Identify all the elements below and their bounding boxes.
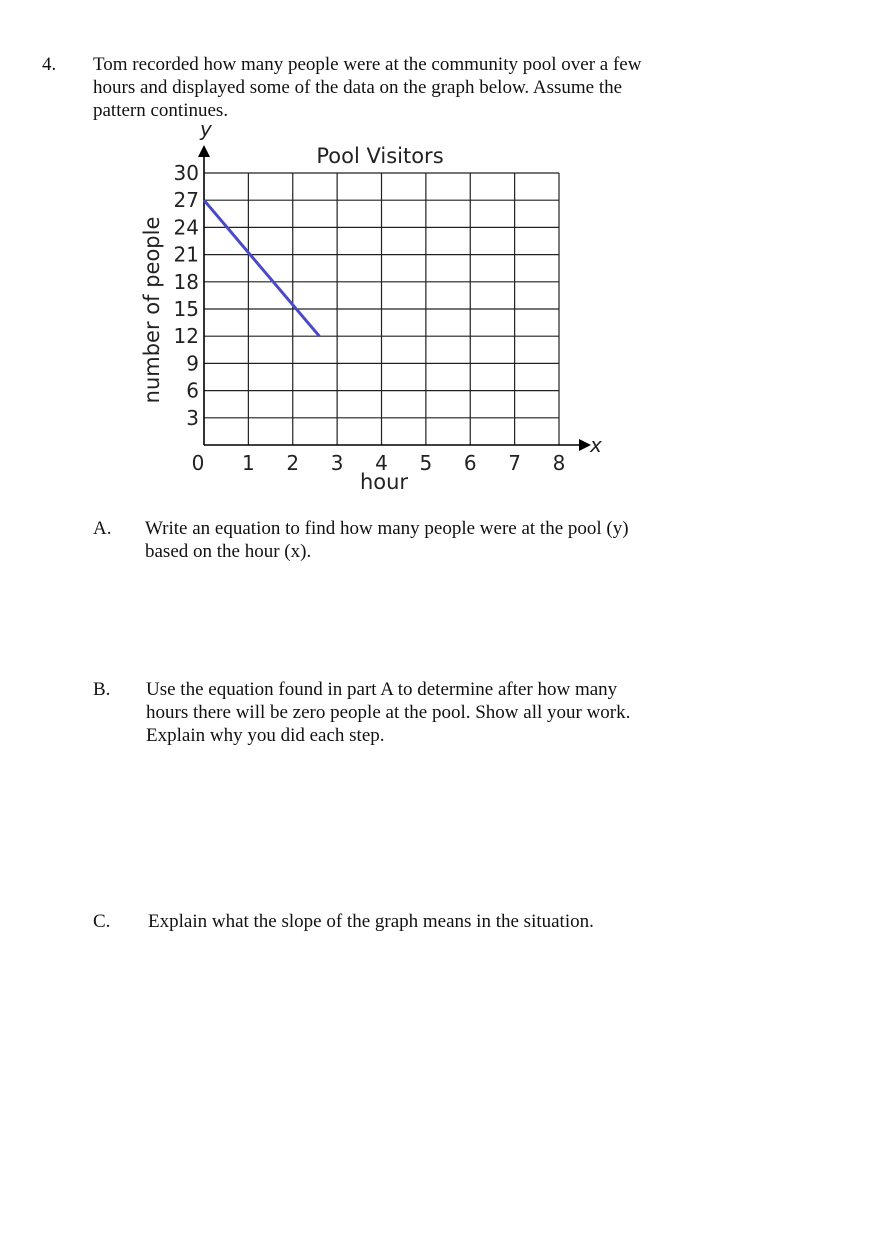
- part-line: Use the equation found in part A to determine after how many: [146, 679, 618, 700]
- part-text: [148, 910, 594, 933]
- chart-series: [204, 200, 319, 336]
- x-tick-label: 5: [419, 451, 433, 475]
- y-axis-arrow: [198, 145, 210, 157]
- chart-ticks: [174, 161, 566, 475]
- part-letter: B.: [93, 679, 111, 700]
- y-tick-label: 6: [186, 378, 199, 403]
- x-tick-label: 4: [375, 451, 388, 475]
- part-line: Write an equation to find how many people were at the pool (y): [145, 518, 629, 539]
- chart-grid: [204, 173, 559, 445]
- y-tick-label: 15: [173, 297, 199, 321]
- x-tick-label: 8: [552, 451, 566, 475]
- x-axis-letter: x: [590, 433, 602, 457]
- x-tick-label: 2: [286, 451, 300, 475]
- x-tick-label: 3: [330, 451, 344, 475]
- y-tick-label: 18: [173, 269, 199, 294]
- y-tick-label: 3: [186, 405, 199, 430]
- x-tick-label: 1: [242, 451, 255, 475]
- y-axis-label: number of people: [140, 216, 164, 404]
- y-tick-label: 27: [173, 188, 199, 213]
- part-letter: C.: [93, 911, 111, 932]
- x-axis-label: hour: [359, 470, 409, 494]
- series-line: [204, 200, 319, 336]
- stem-line: hours and displayed some of the data on the graph below. Assume the: [93, 77, 623, 98]
- y-tick-label: 12: [173, 324, 199, 349]
- part-line: based on the hour (x).: [145, 541, 312, 562]
- stem-line: Tom recorded how many people were at the community pool over a few: [93, 54, 642, 75]
- part-text: [146, 678, 630, 747]
- part-line: Explain what the slope of the graph means in the situation.: [148, 911, 594, 932]
- y-tick-label: 30: [173, 161, 199, 185]
- y-tick-label: 9: [186, 351, 199, 376]
- part-line: hours there will be zero people at the pool. Show all your work.: [146, 702, 631, 723]
- y-tick-label: 21: [173, 242, 199, 267]
- part-text: [145, 517, 629, 563]
- part-line: Explain why you did each step.: [146, 725, 385, 746]
- part-letter: A.: [93, 518, 112, 539]
- x-tick-label: 7: [508, 451, 521, 475]
- x-tick-label: 6: [463, 451, 477, 475]
- y-axis-letter: y: [200, 118, 212, 141]
- chart-title: Pool Visitors: [316, 144, 444, 168]
- pool-visitors-chart: [130, 118, 620, 498]
- x-tick-label: 0: [191, 451, 205, 475]
- y-tick-label: 24: [173, 215, 199, 240]
- question-number: 4.: [42, 54, 57, 75]
- chart-axes: [198, 145, 591, 451]
- question-stem: [93, 53, 641, 122]
- stem-line: pattern continues.: [93, 100, 229, 121]
